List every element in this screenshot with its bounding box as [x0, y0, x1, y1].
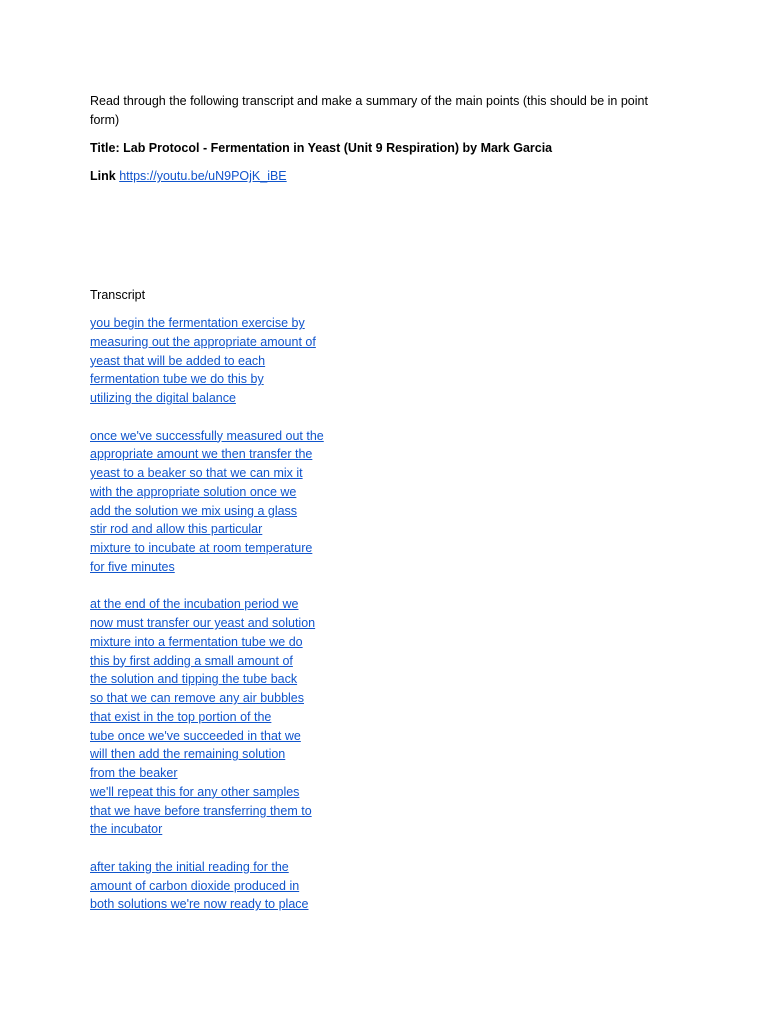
transcript-line-link[interactable]: yeast to a beaker so that we can mix it [90, 466, 303, 480]
transcript-line-link[interactable]: that we have before transferring them to [90, 803, 312, 818]
transcript-line-link[interactable]: that exist in the top portion of the [90, 709, 272, 724]
transcript-line-link[interactable]: at the end of the incubation period we [90, 597, 299, 612]
transcript-line-link[interactable]: after taking the initial reading for the [90, 859, 289, 874]
transcript-line-link[interactable]: amount of carbon dioxide produced in [90, 878, 300, 893]
transcript-line-link[interactable]: mixture into a fermentation tube we do [90, 634, 303, 649]
transcript-line-link[interactable]: fermentation tube we do this by [90, 372, 264, 387]
transcript-body [90, 314, 350, 933]
transcript-line-link[interactable]: will then add the remaining solution [90, 747, 286, 762]
transcript-line-link[interactable]: the solution and tipping the tube back [90, 672, 298, 687]
transcript-line-link[interactable]: tube once we've succeeded in that we [90, 728, 301, 743]
transcript-line-link[interactable]: for five minutes [90, 559, 175, 574]
transcript-line-link[interactable]: appropriate amount we then transfer the [90, 447, 313, 462]
transcript-paragraph [90, 314, 350, 408]
document-title: Title: Lab Protocol - Fermentation in Yeast (Unit 9 Respiration) by Mark Garcia [90, 141, 553, 156]
link-line [90, 167, 680, 186]
transcript-paragraph [90, 595, 350, 839]
transcript-line-link[interactable]: add the solution we mix using a glass [90, 503, 298, 518]
transcript-line-link[interactable]: so that we can remove any air bubbles [90, 691, 305, 705]
transcript-line-link[interactable]: utilizing the digital balance [90, 391, 236, 405]
transcript-line-link[interactable]: stir rod and allow this particular [90, 522, 263, 537]
transcript-line-link[interactable]: from the beaker [90, 766, 178, 780]
document-header [90, 92, 680, 186]
transcript-line-link[interactable]: mixture to incubate at room temperature [90, 541, 313, 555]
link-label: Link [90, 169, 116, 184]
transcript-line-link[interactable]: this by first adding a small amount of [90, 653, 293, 668]
transcript-line-link[interactable]: the incubator [90, 822, 163, 837]
instructions-text: Read through the following transcript and make a summary of the main points (this should be in point form) [90, 94, 648, 127]
transcript-line-link[interactable]: we'll repeat this for any other samples [90, 784, 300, 799]
transcript-line-link[interactable]: once we've successfully measured out the [90, 428, 324, 443]
transcript-paragraph [90, 427, 350, 577]
transcript-heading: Transcript [90, 288, 146, 302]
transcript-line-link[interactable]: both solutions we're now ready to place [90, 897, 309, 912]
transcript-line-link[interactable]: with the appropriate solution once we [90, 484, 297, 499]
transcript-line-link[interactable]: you begin the fermentation exercise by [90, 316, 305, 330]
video-link[interactable]: https://youtu.be/uN9POjK_iBE [119, 169, 287, 184]
transcript-line-link[interactable]: yeast that will be added to each [90, 353, 266, 368]
transcript-line-link[interactable]: now must transfer our yeast and solution [90, 616, 316, 630]
transcript-paragraph [90, 858, 350, 914]
transcript-line-link[interactable]: measuring out the appropriate amount of [90, 334, 316, 349]
